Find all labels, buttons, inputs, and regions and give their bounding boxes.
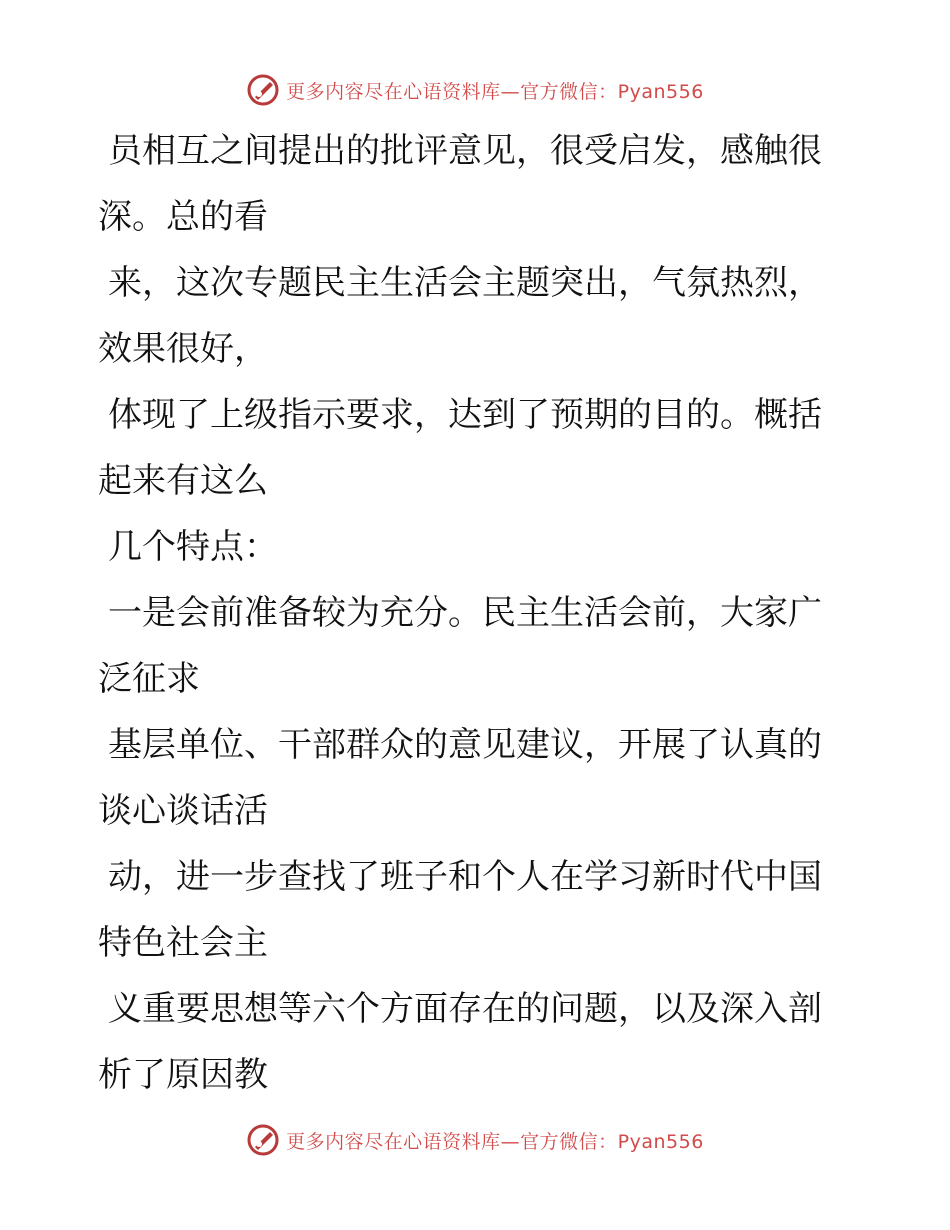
paragraph-line: 析了原因教 [98,1055,268,1095]
paragraph [98,514,843,580]
paragraph-line: 起来有这么 [98,461,268,501]
document-body [98,118,843,1108]
paragraph [98,250,843,382]
footer-banner-text: 更多内容尽在心语资料库—官方微信：Pyan556 [286,1130,704,1153]
paragraph-line: 来，这次专题民主生活会主题突出，气氛热烈， [108,263,822,303]
paragraph-line: 基层单位、干部群众的意见建议，开展了认真的 [108,725,822,765]
paragraph-line: 员相互之间提出的批评意见，很受启发，感触很 [108,131,822,171]
paragraph-line: 特色社会主 [98,923,268,963]
paragraph-line: 动，进一步查找了班子和个人在学习新时代中国 [108,857,822,897]
paragraph-line: 体现了上级指示要求，达到了预期的目的。概括 [108,395,822,435]
paragraph [98,382,843,514]
paragraph-line: 义重要思想等六个方面存在的问题，以及深入剖 [108,989,822,1029]
paragraph-line: 一是会前准备较为充分。民主生活会前，大家广 [108,593,822,633]
paragraph-line: 谈心谈话活 [98,791,268,831]
header-banner [0,70,950,110]
paragraph [98,712,843,844]
logo-icon [246,73,280,107]
paragraph-line: 深。总的看 [98,197,268,237]
logo-icon [246,1123,280,1157]
paragraph [98,118,843,250]
paragraph [98,844,843,976]
paragraph-line: 效果很好， [98,329,268,369]
paragraph-line: 泛征求 [98,659,200,699]
header-banner-text: 更多内容尽在心语资料库—官方微信：Pyan556 [286,80,704,103]
paragraph [98,580,843,712]
footer-banner [0,1120,950,1160]
paragraph-line: 几个特点： [108,527,278,567]
paragraph [98,976,843,1108]
